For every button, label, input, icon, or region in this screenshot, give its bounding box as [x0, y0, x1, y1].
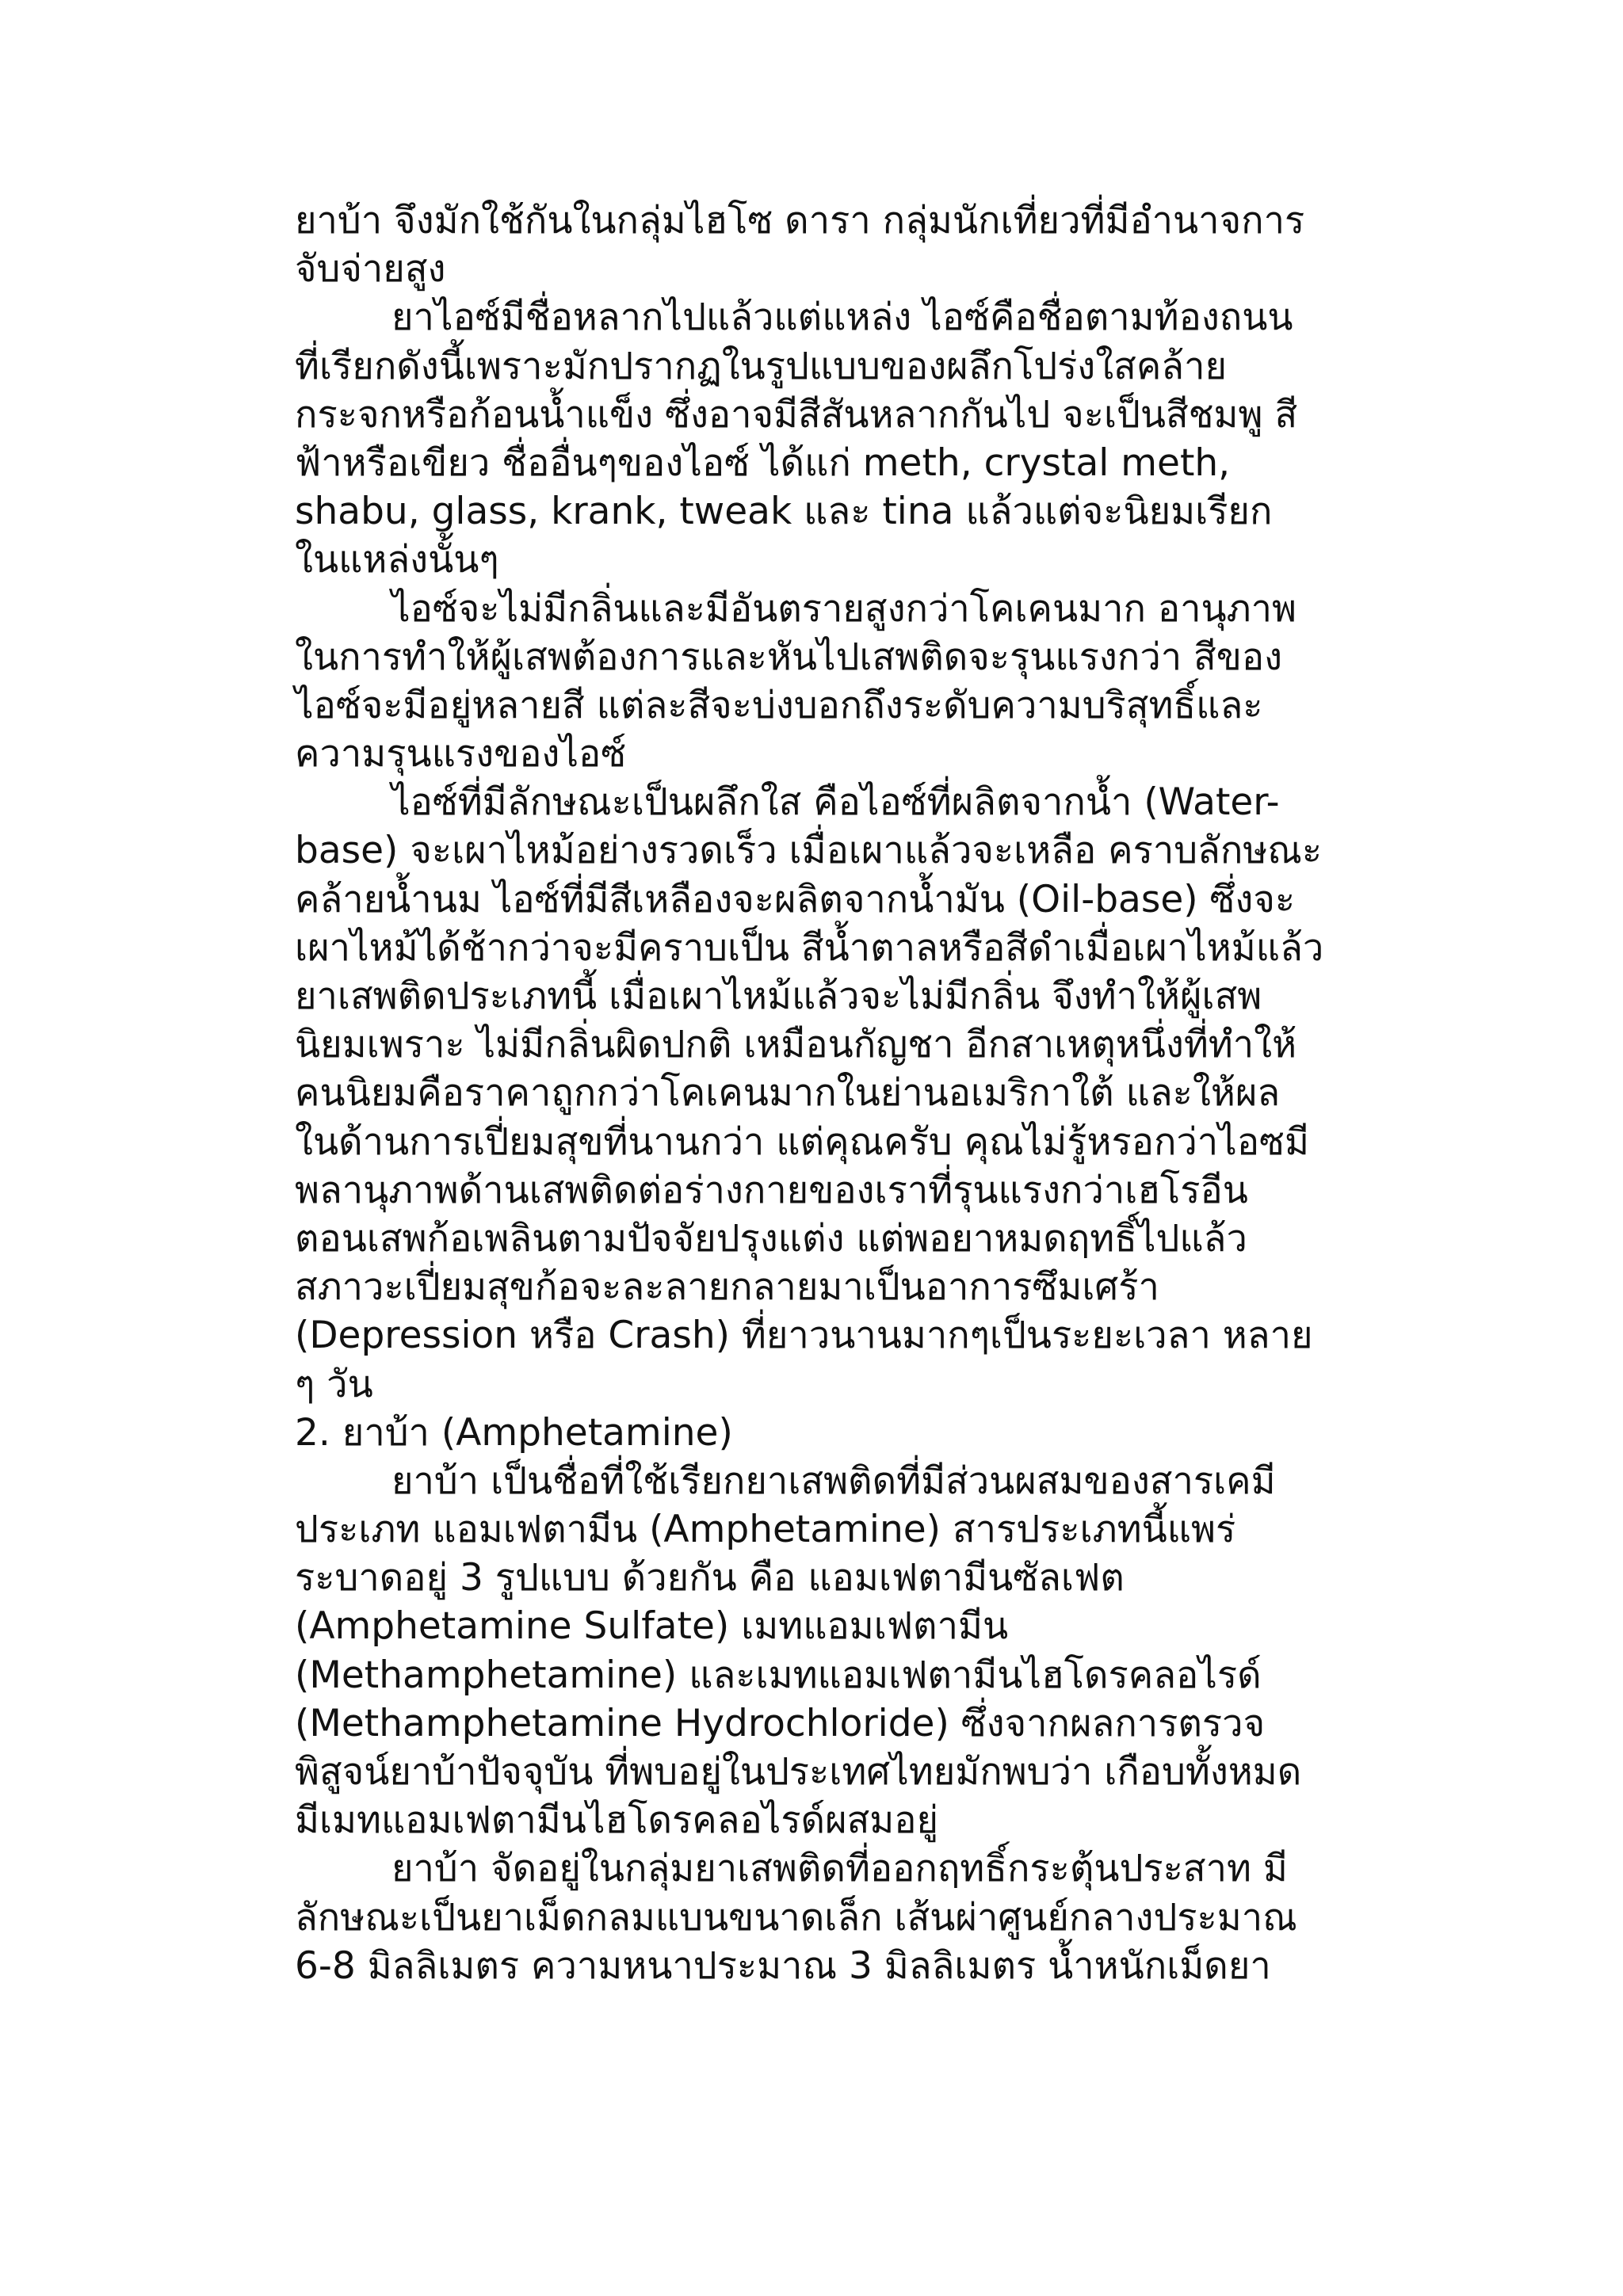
section-heading: 2. ยาบ้า (Amphetamine): [295, 1410, 733, 1455]
text-line: ฟ้าหรือเขียว ชื่ออื่นๆของไอซ์ ได้แก่ meth, crystal meth,: [295, 441, 1231, 485]
text-line: ลักษณะเป็นยาเม็ดกลมแบนขนาดเล็ก เส้นผ่าศูนย์กลางประมาณ: [295, 1895, 1297, 1939]
text-line: ในด้านการเปี่ยมสุขที่นานกว่า แต่คุณครับ คุณไม่รู้หรอกว่าไอซมี: [295, 1119, 1309, 1164]
text-line: กระจกหรือก้อนน้ำแข็ง ซึ่งอาจมีสีสันหลากกันไป จะเป็นสีชมพู สี: [295, 392, 1298, 437]
text-line: (Depression หรือ Crash) ที่ยาวนานมากๆเป็นระยะเวลา หลาย: [295, 1314, 1313, 1358]
text-line: ยาบ้า เป็นชื่อที่ใช้เรียกยาเสพติดที่มีส่วนผสมของสารเคมี: [391, 1459, 1276, 1503]
paragraph-5: [295, 1457, 1436, 1845]
text-line: ยาไอซ์มีชื่อหลากไปแล้วแต่แหล่ง ไอซ์คือชื่อตามท้องถนน: [391, 296, 1293, 340]
text-line: สภาวะเปี่ยมสุขก้อจะละลายกลายมาเป็นอาการซึมเศร้า: [295, 1265, 1159, 1310]
paragraph-4: [295, 778, 1436, 1408]
text-line: ในการทำให้ผู้เสพต้องการและหันไปเสพติดจะรุนแรงกว่า สีของ: [295, 635, 1283, 679]
text-line: shabu, glass, krank, tweak และ tina แล้วแต่จะนิยมเรียก: [295, 490, 1273, 534]
text-line: คนนิยมคือราคาถูกกว่าโคเคนมากในย่านอเมริกาใต้ และให้ผล: [295, 1071, 1281, 1116]
text-line: พิสูจน์ยาบ้าปัจจุบัน ที่พบอยู่ในประเทศไทยมักพบว่า เกือบทั้งหมด: [295, 1750, 1302, 1794]
text-line: ไอซ์จะไม่มีกลิ่นและมีอันตรายสูงกว่าโคเคนมาก อานุภาพ: [391, 586, 1296, 631]
text-line: ระบาดอยู่ 3 รูปแบบ ด้วยกัน คือ แอมเฟตามีนซัลเฟต: [295, 1556, 1125, 1600]
text-line: เผาไหม้ได้ช้ากว่าจะมีคราบเป็น สีน้ำตาลหรือสีดำเมื่อเผาไหม้แล้ว: [295, 925, 1324, 970]
text-line: นิยมเพราะ ไม่มีกลิ่นผิดปกติ เหมือนกัญชา อีกสาเหตุหนึ่งที่ทำให้: [295, 1023, 1297, 1067]
text-line: (Amphetamine Sulfate) เมทแอมเฟตามีน: [295, 1604, 1009, 1649]
paragraph-2: [295, 293, 1436, 584]
text-line: 6-8 มิลลิเมตร ความหนาประมาณ 3 มิลลิเมตร น้ำหนักเม็ดยา: [295, 1943, 1271, 1988]
text-line: ตอนเสพก้อเพลินตามปัจจัยปรุงแต่ง แต่พอยาหมดฤทธิ์ไปแล้ว: [295, 1216, 1247, 1261]
text-line: (Methamphetamine Hydrochloride) ซึ่งจากผลการตรวจ: [295, 1701, 1266, 1745]
document-page: [295, 196, 1436, 1990]
text-line: ยาบ้า จัดอยู่ในกลุ่มยาเสพติดที่ออกฤทธิ์กระตุ้นประสาท มี: [391, 1847, 1288, 1891]
paragraph-6: [295, 1844, 1436, 1990]
text-line: พลานุภาพด้านเสพติดต่อร่างกายของเราที่รุนแรงกว่าเฮโรอีน: [295, 1168, 1248, 1212]
text-line: ในแหล่งนั้นๆ: [295, 538, 499, 582]
text-line: ความรุนแรงของไอซ์: [295, 732, 627, 776]
text-line: มีเมทแอมเฟตามีนไฮโดรคลอไรด์ผสมอยู่: [295, 1798, 939, 1843]
paragraph-3: [295, 585, 1436, 779]
text-line: ยาบ้า จึงมักใช้กันในกลุ่มไฮโซ ดารา กลุ่มนักเที่ยวที่มีอำนาจการ: [295, 199, 1305, 242]
text-line: (Methamphetamine) และเมทแอมเฟตามีนไฮโดรคลอไรด์: [295, 1653, 1262, 1697]
text-line: ไอซ์ที่มีลักษณะเป็นผลึกใส คือไอซ์ที่ผลิตจากน้ำ (Water-: [391, 780, 1280, 825]
text-line: base) จะเผาไหม้อย่างรวดเร็ว เมื่อเผาแล้วจะเหลือ คราบลักษณะ: [295, 829, 1323, 873]
text-line: ประเภท แอมเฟตามีน (Amphetamine) สารประเภทนี้แพร่: [295, 1508, 1236, 1552]
text-line: จับจ่ายสูง: [295, 247, 446, 292]
text-line: ที่เรียกดังนี้เพราะมักปรากฏในรูปแบบของผลึกโปร่งใสคล้าย: [295, 344, 1228, 388]
paragraph-1: [295, 196, 1436, 293]
text-line: ๆ วัน: [295, 1362, 373, 1406]
text-line: ไอซ์จะมีอยู่หลายสี แต่ละสีจะบ่งบอกถึงระดับความบริสุทธิ์และ: [295, 683, 1263, 727]
text-line: คล้ายน้ำนม ไอซ์ที่มีสีเหลืองจะผลิตจากน้ำมัน (Oil-base) ซึ่งจะ: [295, 877, 1296, 921]
text-line: ยาเสพติดประเภทนี้ เมื่อเผาไหม้แล้วจะไม่มีกลิ่น จึงทำให้ผู้เสพ: [295, 974, 1262, 1018]
